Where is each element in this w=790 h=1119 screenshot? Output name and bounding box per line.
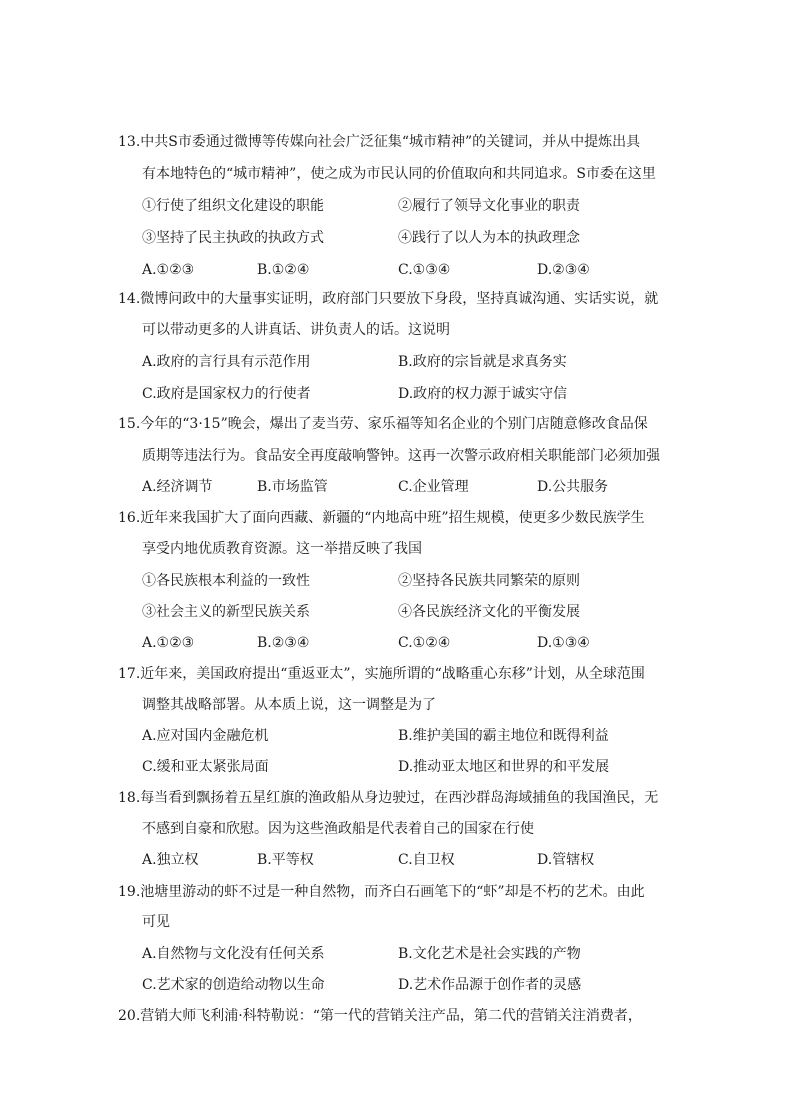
question-20-line-1: 20.营销大师飞利浦·科特勒说：“第一代的营销关注产品，第二代的营销关注消费者，	[118, 1008, 642, 1024]
q15-option-a: A.经济调节	[142, 479, 213, 495]
q17-option-d: D.推动亚太地区和世界的和平发展	[398, 759, 610, 775]
q15-option-b: B.市场监管	[257, 479, 328, 495]
q13-option-c: C.①③④	[398, 262, 451, 278]
question-14-line-2: 可以带动更多的人讲真话、讲负责人的话。这说明	[142, 322, 450, 338]
question-18-line-2: 不感到自豪和欣慰。因为这些渔政船是代表着自己的国家在行使	[142, 821, 534, 837]
question-14-line-1: 14.微博问政中的大量事实证明，政府部门只要放下身段，坚持真诚沟通、实话实说，就	[118, 291, 659, 307]
question-17-line-1: 17.近年来，美国政府提出“重返亚太”，实施所谓的“战略重心东移”计划，从全球范围	[118, 666, 645, 682]
q14-option-c: C.政府是国家权力的行使者	[142, 386, 311, 402]
question-18-line-1: 18.每当看到飘扬着五星红旗的渔政船从身边驶过，在西沙群岛海域捕鱼的我国渔民，无	[118, 790, 659, 806]
question-13-line-2: 有本地特色的“城市精神”，使之成为市民认同的价值取向和共同追求。S市委在这里	[142, 166, 656, 182]
q16-statement-4: ④各民族经济文化的平衡发展	[398, 604, 580, 620]
q16-statement-3: ③社会主义的新型民族关系	[142, 604, 310, 620]
question-15-line-2: 质期等违法行为。食品安全再度敲响警钟。这再一次警示政府相关职能部门必须加强	[142, 448, 660, 464]
q13-option-d: D.②③④	[537, 262, 590, 278]
q16-option-a: A.①②③	[142, 635, 195, 651]
q13-statement-2: ②履行了领导文化事业的职责	[398, 198, 580, 214]
q18-option-b: B.平等权	[257, 852, 314, 868]
q15-option-d: D.公共服务	[537, 479, 609, 495]
q19-option-d: D.艺术作品源于创作者的灵感	[398, 977, 582, 993]
question-15-line-1: 15.今年的“3·15”晚会，爆出了麦当劳、家乐福等知名企业的个别门店随意修改食品保	[118, 416, 648, 432]
q19-option-b: B.文化艺术是社会实践的产物	[398, 946, 581, 962]
question-17-line-2: 调整其战略部署。从本质上说，这一调整是为了	[142, 697, 436, 713]
question-19-line-2: 可见	[142, 914, 170, 930]
q13-statement-4: ④践行了以人为本的执政理念	[398, 230, 580, 246]
q17-option-a: A.应对国内金融危机	[142, 728, 269, 744]
q13-statement-3: ③坚持了民主执政的执政方式	[142, 230, 324, 246]
question-16-line-2: 享受内地优质教育资源。这一举措反映了我国	[142, 541, 422, 557]
q17-option-b: B.维护美国的霸主地位和既得利益	[398, 728, 609, 744]
q16-statement-1: ①各民族根本利益的一致性	[142, 573, 310, 589]
question-13-line-1: 13.中共S市委通过微博等传媒向社会广泛征集“城市精神”的关键词，并从中提炼出具	[118, 134, 641, 150]
q18-option-d: D.管辖权	[537, 852, 595, 868]
q16-statement-2: ②坚持各民族共同繁荣的原则	[398, 573, 580, 589]
q16-option-b: B.②③④	[257, 635, 310, 651]
q16-option-d: D.①③④	[537, 635, 590, 651]
q13-option-b: B.①②④	[257, 262, 310, 278]
q19-option-a: A.自然物与文化没有任何关系	[142, 946, 325, 962]
q13-option-a: A.①②③	[142, 262, 195, 278]
q15-option-c: C.企业管理	[398, 479, 469, 495]
q14-option-d: D.政府的权力源于诚实守信	[398, 386, 568, 402]
q18-option-a: A.独立权	[142, 852, 199, 868]
q17-option-c: C.缓和亚太紧张局面	[142, 759, 269, 775]
q19-option-c: C.艺术家的创造给动物以生命	[142, 977, 325, 993]
question-19-line-1: 19.池塘里游动的虾不过是一种自然物，而齐白石画笔下的“虾”却是不朽的艺术。由此	[118, 884, 645, 900]
question-16-line-1: 16.近年来我国扩大了面向西藏、新疆的“内地高中班”招生规模，使更多少数民族学生	[118, 510, 645, 526]
q13-statement-1: ①行使了组织文化建设的职能	[142, 198, 324, 214]
q14-option-a: A.政府的言行具有示范作用	[142, 354, 311, 370]
q14-option-b: B.政府的宗旨就是求真务实	[398, 354, 567, 370]
q18-option-c: C.自卫权	[398, 852, 455, 868]
q16-option-c: C.①②④	[398, 635, 451, 651]
